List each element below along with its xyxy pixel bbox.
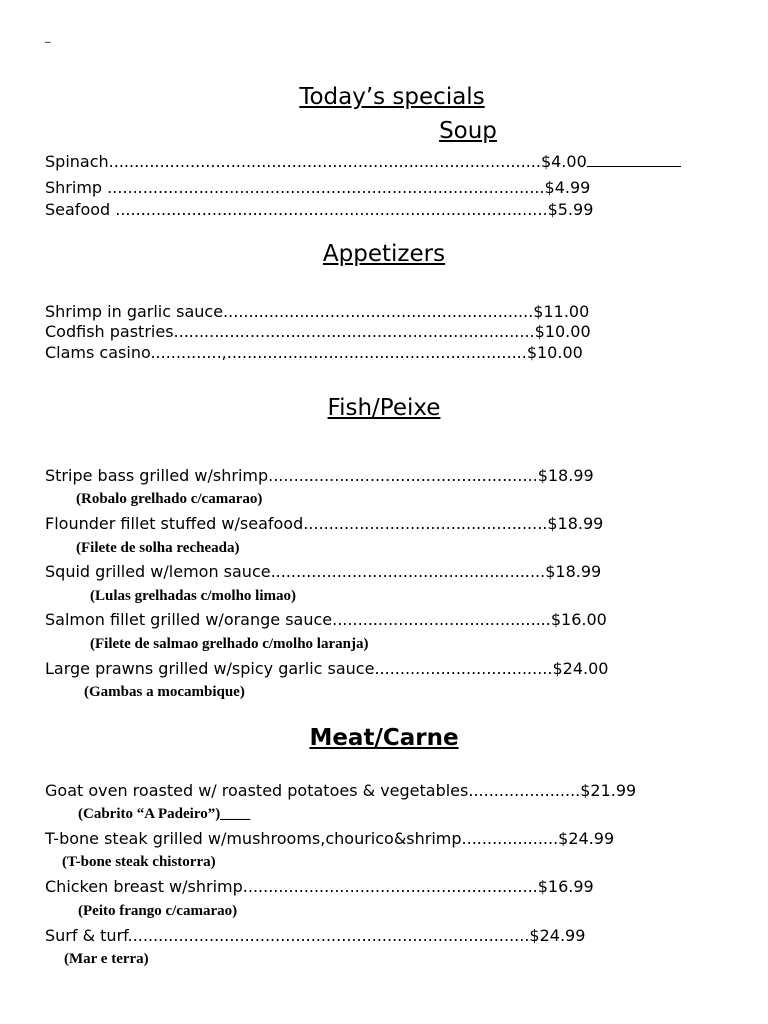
menu-item-line: Spinach.....................................................................................$4.00 <box>45 152 681 171</box>
menu-item-line: Large prawns grilled w/spicy garlic sauce...................................$24.00 <box>45 659 609 678</box>
page-title: Today’s specials <box>299 84 485 110</box>
menu-item-translation: (T-bone steak chistorra) <box>62 854 216 870</box>
menu-item-line: Goat oven roasted w/ roasted potatoes & vegetables......................$21.99 <box>45 781 637 800</box>
menu-item-line: Stripe bass grilled w/shrimp.....................................................$18.99 <box>45 466 594 485</box>
header-mark: _ <box>45 30 51 43</box>
menu-item-translation: (Gambas a mocambique) <box>84 684 245 700</box>
menu-item-line: Salmon fillet grilled w/orange sauce...........................................$16.00 <box>45 610 607 629</box>
menu-item-line: Clams casino..............,...........................................................$10.00 <box>45 343 583 362</box>
menu-item-line: T-bone steak grilled w/mushrooms,chourico&shrimp...................$24.99 <box>45 829 615 848</box>
menu-item-translation: (Lulas grelhadas c/molho limao) <box>90 588 296 604</box>
menu-item-translation: (Filete de solha recheada) <box>76 540 240 556</box>
menu-item-line: Surf & turf...............................................................................$24.99 <box>45 926 586 945</box>
section-heading-soup: Soup <box>439 118 497 144</box>
menu-item-line: Codfish pastries.......................................................................$10.00 <box>45 322 591 341</box>
menu-item-line: Shrimp in garlic sauce.............................................................$11.00 <box>45 302 590 321</box>
menu-item-translation: (Robalo grelhado c/camarao) <box>76 491 263 507</box>
underline-rule <box>587 152 681 167</box>
menu-item-line: Flounder fillet stuffed w/seafood................................................$18.99 <box>45 514 604 533</box>
menu-item-line: Chicken breast w/shrimp..........................................................$16.99 <box>45 877 594 896</box>
section-heading-appetizers: Appetizers <box>322 241 446 267</box>
section-heading-fish: Fish/Peixe <box>327 395 441 421</box>
menu-item-translation: (Peito frango c/camarao) <box>78 903 238 919</box>
menu-item-translation: (Cabrito “A Padeiro”)____ <box>78 806 251 822</box>
menu-item-line: Shrimp ......................................................................................$4.99 <box>45 178 591 197</box>
menu-item-line: Seafood .....................................................................................$5.99 <box>45 200 594 219</box>
section-heading-meat: Meat/Carne <box>309 725 459 751</box>
menu-item-translation: (Mar e terra) <box>64 951 149 967</box>
menu-item-line: Squid grilled w/lemon sauce......................................................$18.99 <box>45 562 602 581</box>
menu-item-translation: (Filete de salmao grelhado c/molho laranja) <box>90 636 369 652</box>
